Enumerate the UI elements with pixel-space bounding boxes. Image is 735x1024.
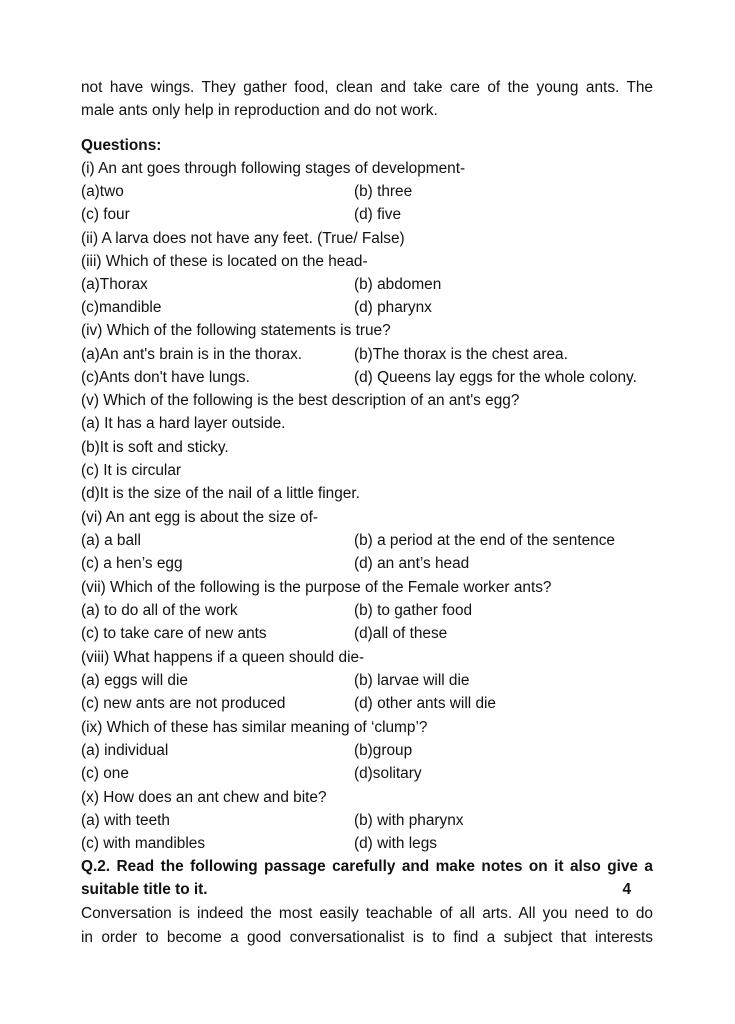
passage-line-2: in order to become a good conversationalist is to find a subject that interests bbox=[81, 929, 653, 946]
option-a: (a) It has a hard layer outside. bbox=[81, 415, 286, 432]
option-row bbox=[81, 624, 653, 644]
option-d: (d) an ant’s head bbox=[354, 555, 470, 572]
option-c: (c) one bbox=[81, 765, 129, 782]
option-a: (a)Thorax bbox=[81, 276, 148, 293]
option-a: (a) to do all of the work bbox=[81, 602, 238, 619]
option-c: (c) It is circular bbox=[81, 462, 182, 479]
q2-heading-line-1: Q.2. Read the following passage carefully and make notes on it also give a bbox=[81, 858, 653, 875]
option-b: (b) a period at the end of the sentence bbox=[354, 532, 615, 549]
question-8: (viii) What happens if a queen should die- bbox=[81, 649, 365, 666]
question-5: (v) Which of the following is the best description of an ant's egg? bbox=[81, 392, 520, 409]
option-b: (b) three bbox=[354, 183, 413, 200]
option-b: (b)The thorax is the chest area. bbox=[354, 346, 568, 363]
option-d: (d) Queens lay eggs for the whole colony. bbox=[354, 369, 637, 386]
option-d: (d)all of these bbox=[354, 625, 448, 642]
option-c: (c) a hen’s egg bbox=[81, 555, 183, 572]
option-row bbox=[81, 834, 653, 854]
option-b: (b)It is soft and sticky. bbox=[81, 439, 229, 456]
option-b: (b) larvae will die bbox=[354, 672, 470, 689]
question-1: (i) An ant goes through following stages of development- bbox=[81, 160, 466, 177]
q2-marks: 4 bbox=[622, 881, 631, 898]
intro-line-2: male ants only help in reproduction and do not work. bbox=[81, 102, 438, 119]
question-10: (x) How does an ant chew and bite? bbox=[81, 789, 327, 806]
option-a: (a)An ant's brain is in the thorax. bbox=[81, 346, 303, 363]
option-b: (b)group bbox=[354, 742, 413, 759]
option-row bbox=[81, 601, 653, 621]
option-d: (d)solitary bbox=[354, 765, 422, 782]
question-2: (ii) A larva does not have any feet. (True/ False) bbox=[81, 230, 405, 247]
question-3: (iii) Which of these is located on the head- bbox=[81, 253, 368, 270]
option-c: (c)mandible bbox=[81, 299, 162, 316]
passage-line-1: Conversation is indeed the most easily teachable of all arts. All you need to do bbox=[81, 905, 653, 922]
intro-line-1: not have wings. They gather food, clean and take care of the young ants. The bbox=[81, 79, 653, 96]
option-a: (a) eggs will die bbox=[81, 672, 188, 689]
option-d: (d)It is the size of the nail of a little finger. bbox=[81, 485, 360, 502]
option-row bbox=[81, 554, 653, 574]
option-d: (d) five bbox=[354, 206, 402, 223]
option-b: (b) to gather food bbox=[354, 602, 473, 619]
option-c: (c) with mandibles bbox=[81, 835, 206, 852]
option-b: (b) with pharynx bbox=[354, 812, 464, 829]
question-9: (ix) Which of these has similar meaning of ‘clump’? bbox=[81, 719, 428, 736]
option-d: (d) other ants will die bbox=[354, 695, 496, 712]
option-row bbox=[81, 811, 653, 831]
option-row bbox=[81, 275, 653, 295]
questions-heading: Questions: bbox=[81, 137, 162, 154]
option-a: (a) a ball bbox=[81, 532, 141, 549]
option-d: (d) with legs bbox=[354, 835, 437, 852]
option-d: (d) pharynx bbox=[354, 299, 432, 316]
option-row bbox=[81, 345, 653, 365]
option-row bbox=[81, 182, 653, 202]
option-c: (c)Ants don't have lungs. bbox=[81, 369, 250, 386]
option-c: (c) new ants are not produced bbox=[81, 695, 286, 712]
option-a: (a) with teeth bbox=[81, 812, 170, 829]
option-row bbox=[81, 764, 653, 784]
option-row bbox=[81, 298, 653, 318]
question-7: (vii) Which of the following is the purpose of the Female worker ants? bbox=[81, 579, 552, 596]
q2-heading-text: suitable title to it. bbox=[81, 881, 208, 898]
option-c: (c) four bbox=[81, 206, 130, 223]
question-4: (iv) Which of the following statements is true? bbox=[81, 322, 391, 339]
option-a: (a) individual bbox=[81, 742, 169, 759]
option-row bbox=[81, 368, 653, 388]
option-b: (b) abdomen bbox=[354, 276, 442, 293]
option-a: (a)two bbox=[81, 183, 124, 200]
option-row bbox=[81, 741, 653, 761]
question-6: (vi) An ant egg is about the size of- bbox=[81, 509, 318, 526]
q2-heading-line-2 bbox=[81, 880, 653, 900]
option-row bbox=[81, 205, 653, 225]
option-row bbox=[81, 671, 653, 691]
option-row bbox=[81, 531, 653, 551]
option-row bbox=[81, 694, 653, 714]
option-c: (c) to take care of new ants bbox=[81, 625, 267, 642]
